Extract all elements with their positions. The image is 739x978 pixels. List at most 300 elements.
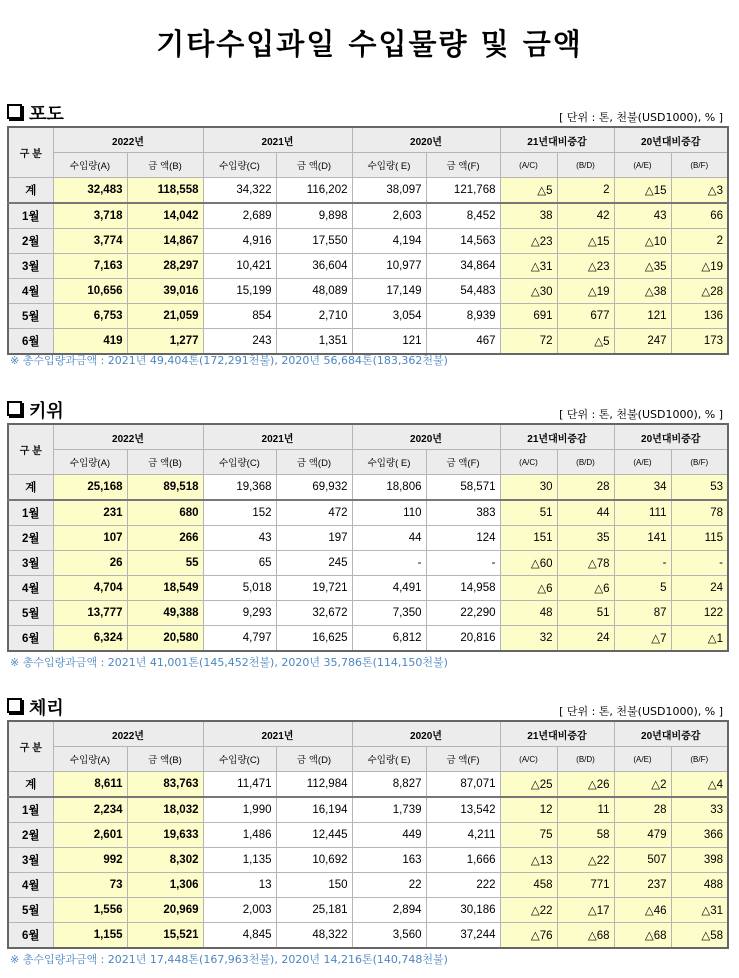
fruit-section bbox=[7, 694, 727, 949]
table-cell: 3,560 bbox=[352, 923, 426, 949]
table-cell: 3,718 bbox=[53, 203, 127, 229]
total-note: ※ 총수입량과금액 : 2021년 49,404톤(172,291천불), 2020년 56,684톤(183,362천불) bbox=[10, 354, 448, 367]
table-cell: 677 bbox=[557, 304, 614, 329]
table-cell: 7,350 bbox=[352, 601, 426, 626]
table-cell: 48,089 bbox=[276, 279, 352, 304]
row-label: 3월 bbox=[8, 848, 53, 873]
row-label: 6월 bbox=[8, 329, 53, 355]
table-cell: 136 bbox=[671, 304, 728, 329]
table-cell: 5,018 bbox=[203, 576, 276, 601]
table-cell: △23 bbox=[557, 254, 614, 279]
row-label: 3월 bbox=[8, 254, 53, 279]
table-cell: 34 bbox=[614, 475, 671, 501]
row-label: 1월 bbox=[8, 203, 53, 229]
table-cell: 32 bbox=[500, 626, 557, 652]
table-cell: 75 bbox=[500, 823, 557, 848]
table-row bbox=[8, 304, 728, 329]
table-cell: 24 bbox=[557, 626, 614, 652]
category-header: 구 분 bbox=[8, 424, 53, 475]
diff-column-header: (B/F) bbox=[671, 153, 728, 178]
table-cell: 458 bbox=[500, 873, 557, 898]
table-cell: 34,322 bbox=[203, 178, 276, 204]
column-header: 금 액(B) bbox=[127, 153, 203, 178]
fruit-section bbox=[7, 100, 727, 355]
table-cell: △13 bbox=[500, 848, 557, 873]
table-cell: △25 bbox=[500, 772, 557, 798]
table-cell: 197 bbox=[276, 526, 352, 551]
table-cell: 18,549 bbox=[127, 576, 203, 601]
table-cell: △22 bbox=[500, 898, 557, 923]
table-cell: 3,774 bbox=[53, 229, 127, 254]
table-cell: 163 bbox=[352, 848, 426, 873]
table-cell: 4,211 bbox=[426, 823, 500, 848]
table-cell: 35 bbox=[557, 526, 614, 551]
table-cell: △35 bbox=[614, 254, 671, 279]
table-cell: 245 bbox=[276, 551, 352, 576]
table-cell: 3,054 bbox=[352, 304, 426, 329]
table-cell: 51 bbox=[557, 601, 614, 626]
table-cell: 4,491 bbox=[352, 576, 426, 601]
year-header: 2020년 bbox=[352, 127, 500, 153]
table-cell: 73 bbox=[53, 873, 127, 898]
column-header: 금 액(F) bbox=[426, 153, 500, 178]
table-cell: 8,827 bbox=[352, 772, 426, 798]
table-cell: 87 bbox=[614, 601, 671, 626]
year-header: 2021년 bbox=[203, 721, 352, 747]
diff21-header: 21년대비증감 bbox=[500, 127, 614, 153]
table-row bbox=[8, 551, 728, 576]
table-cell: 12 bbox=[500, 797, 557, 823]
table-cell: 150 bbox=[276, 873, 352, 898]
table-row bbox=[8, 500, 728, 526]
table-row bbox=[8, 229, 728, 254]
table-cell: 1,486 bbox=[203, 823, 276, 848]
table-cell: 2,234 bbox=[53, 797, 127, 823]
column-header: 수입량(C) bbox=[203, 153, 276, 178]
diff-column-header: (A/C) bbox=[500, 747, 557, 772]
table-cell: 49,388 bbox=[127, 601, 203, 626]
row-label: 5월 bbox=[8, 898, 53, 923]
table-cell: △4 bbox=[671, 772, 728, 798]
table-cell: 479 bbox=[614, 823, 671, 848]
total-row bbox=[8, 475, 728, 501]
diff-column-header: (A/E) bbox=[614, 747, 671, 772]
table-cell: 237 bbox=[614, 873, 671, 898]
checkbox-bullet-icon bbox=[7, 698, 22, 713]
row-label: 6월 bbox=[8, 626, 53, 652]
subheader-row bbox=[8, 153, 728, 178]
header-row bbox=[8, 424, 728, 450]
table-cell: 419 bbox=[53, 329, 127, 355]
table-cell: 25,168 bbox=[53, 475, 127, 501]
table-cell: 116,202 bbox=[276, 178, 352, 204]
row-label: 계 bbox=[8, 772, 53, 798]
table-cell: 24 bbox=[671, 576, 728, 601]
diff-column-header: (A/E) bbox=[614, 153, 671, 178]
column-header: 수입량(C) bbox=[203, 450, 276, 475]
column-header: 금 액(F) bbox=[426, 450, 500, 475]
section-name: 포도 bbox=[29, 104, 64, 125]
table-cell: 4,704 bbox=[53, 576, 127, 601]
column-header: 수입량( E) bbox=[352, 747, 426, 772]
table-cell: 4,797 bbox=[203, 626, 276, 652]
unit-label: [ 단위 : 톤, 천불(USD1000), % ] bbox=[559, 705, 723, 718]
table-cell: 152 bbox=[203, 500, 276, 526]
category-header: 구 분 bbox=[8, 127, 53, 178]
header-row bbox=[8, 721, 728, 747]
table-cell: 87,071 bbox=[426, 772, 500, 798]
table-cell: 36,604 bbox=[276, 254, 352, 279]
table-cell: △3 bbox=[671, 178, 728, 204]
table-cell: 58 bbox=[557, 823, 614, 848]
table-cell: 124 bbox=[426, 526, 500, 551]
table-row bbox=[8, 923, 728, 949]
table-row bbox=[8, 254, 728, 279]
table-cell: △28 bbox=[671, 279, 728, 304]
table-cell: 38 bbox=[500, 203, 557, 229]
table-cell: 2,601 bbox=[53, 823, 127, 848]
table-cell: 18,032 bbox=[127, 797, 203, 823]
section-name: 체리 bbox=[29, 698, 64, 719]
table-cell: 151 bbox=[500, 526, 557, 551]
table-cell: 398 bbox=[671, 848, 728, 873]
table-cell: 66 bbox=[671, 203, 728, 229]
table-cell: 173 bbox=[671, 329, 728, 355]
table-cell: 472 bbox=[276, 500, 352, 526]
table-cell: 10,421 bbox=[203, 254, 276, 279]
total-row bbox=[8, 772, 728, 798]
table-row bbox=[8, 823, 728, 848]
column-header: 금 액(F) bbox=[426, 747, 500, 772]
table-cell: 467 bbox=[426, 329, 500, 355]
table-cell: 992 bbox=[53, 848, 127, 873]
table-cell: 48 bbox=[500, 601, 557, 626]
table-cell: 6,812 bbox=[352, 626, 426, 652]
table-cell: △15 bbox=[614, 178, 671, 204]
year-header: 2022년 bbox=[53, 721, 203, 747]
table-cell: 78 bbox=[671, 500, 728, 526]
table-cell: 37,244 bbox=[426, 923, 500, 949]
table-cell: 22,290 bbox=[426, 601, 500, 626]
table-cell: 4,916 bbox=[203, 229, 276, 254]
table-cell: 121,768 bbox=[426, 178, 500, 204]
table-cell: 1,666 bbox=[426, 848, 500, 873]
table-cell: 19,633 bbox=[127, 823, 203, 848]
table-cell: 2,003 bbox=[203, 898, 276, 923]
table-cell: 32,672 bbox=[276, 601, 352, 626]
table-cell: △23 bbox=[500, 229, 557, 254]
column-header: 수입량(A) bbox=[53, 747, 127, 772]
table-cell: △7 bbox=[614, 626, 671, 652]
table-row bbox=[8, 898, 728, 923]
section-name: 키위 bbox=[29, 401, 64, 422]
table-cell: 449 bbox=[352, 823, 426, 848]
diff20-header: 20년대비증감 bbox=[614, 721, 728, 747]
table-cell: △19 bbox=[671, 254, 728, 279]
section-header bbox=[7, 397, 727, 423]
table-cell: 69,932 bbox=[276, 475, 352, 501]
table-cell: - bbox=[671, 551, 728, 576]
row-label: 1월 bbox=[8, 500, 53, 526]
header-row bbox=[8, 127, 728, 153]
diff-column-header: (B/D) bbox=[557, 153, 614, 178]
fruit-section bbox=[7, 397, 727, 652]
table-cell: 1,277 bbox=[127, 329, 203, 355]
table-cell: 38,097 bbox=[352, 178, 426, 204]
diff-column-header: (B/F) bbox=[671, 747, 728, 772]
page-title: 기타수입과일 수입물량 및 금액 bbox=[156, 27, 583, 61]
table-cell: 118,558 bbox=[127, 178, 203, 204]
column-header: 금 액(D) bbox=[276, 450, 352, 475]
table-cell: - bbox=[426, 551, 500, 576]
section-title bbox=[7, 397, 64, 423]
table-cell: 1,990 bbox=[203, 797, 276, 823]
table-cell: 222 bbox=[426, 873, 500, 898]
table-cell: 1,739 bbox=[352, 797, 426, 823]
table-cell: 7,163 bbox=[53, 254, 127, 279]
total-note: ※ 총수입량과금액 : 2021년 17,448톤(167,963천불), 2020년 14,216톤(140,748천불) bbox=[10, 953, 448, 966]
table-cell: 2 bbox=[671, 229, 728, 254]
table-cell: 9,293 bbox=[203, 601, 276, 626]
table-cell: 691 bbox=[500, 304, 557, 329]
table-cell: 55 bbox=[127, 551, 203, 576]
diff-column-header: (B/D) bbox=[557, 747, 614, 772]
table-cell: △38 bbox=[614, 279, 671, 304]
table-cell: 12,445 bbox=[276, 823, 352, 848]
diff21-header: 21년대비증감 bbox=[500, 424, 614, 450]
table-cell: 231 bbox=[53, 500, 127, 526]
table-cell: 680 bbox=[127, 500, 203, 526]
table-cell: 42 bbox=[557, 203, 614, 229]
table-cell: 11 bbox=[557, 797, 614, 823]
row-label: 4월 bbox=[8, 873, 53, 898]
table-cell: 9,898 bbox=[276, 203, 352, 229]
import-table bbox=[7, 720, 729, 949]
diff-column-header: (A/C) bbox=[500, 153, 557, 178]
table-cell: △5 bbox=[557, 329, 614, 355]
table-cell: △68 bbox=[614, 923, 671, 949]
table-cell: 58,571 bbox=[426, 475, 500, 501]
year-header: 2021년 bbox=[203, 127, 352, 153]
table-cell: 141 bbox=[614, 526, 671, 551]
table-cell: 20,580 bbox=[127, 626, 203, 652]
table-cell: △58 bbox=[671, 923, 728, 949]
table-cell: 107 bbox=[53, 526, 127, 551]
table-cell: 383 bbox=[426, 500, 500, 526]
column-header: 금 액(B) bbox=[127, 450, 203, 475]
section-title bbox=[7, 694, 64, 720]
column-header: 수입량( E) bbox=[352, 450, 426, 475]
table-cell: △76 bbox=[500, 923, 557, 949]
total-row bbox=[8, 178, 728, 204]
table-cell: 112,984 bbox=[276, 772, 352, 798]
table-cell: 771 bbox=[557, 873, 614, 898]
table-cell: △31 bbox=[500, 254, 557, 279]
row-label: 5월 bbox=[8, 601, 53, 626]
checkbox-bullet-icon bbox=[7, 104, 22, 119]
table-cell: 34,864 bbox=[426, 254, 500, 279]
column-header: 금 액(B) bbox=[127, 747, 203, 772]
table-cell: 19,721 bbox=[276, 576, 352, 601]
table-cell: 16,625 bbox=[276, 626, 352, 652]
table-cell: 17,550 bbox=[276, 229, 352, 254]
table-cell: 13,777 bbox=[53, 601, 127, 626]
table-cell: 18,806 bbox=[352, 475, 426, 501]
table-cell: 2 bbox=[557, 178, 614, 204]
table-cell: 10,977 bbox=[352, 254, 426, 279]
table-cell: 25,181 bbox=[276, 898, 352, 923]
table-cell: 6,753 bbox=[53, 304, 127, 329]
table-cell: 8,452 bbox=[426, 203, 500, 229]
table-cell: △5 bbox=[500, 178, 557, 204]
table-cell: 30,186 bbox=[426, 898, 500, 923]
table-cell: 13,542 bbox=[426, 797, 500, 823]
table-cell: 266 bbox=[127, 526, 203, 551]
table-cell: 5 bbox=[614, 576, 671, 601]
table-row bbox=[8, 203, 728, 229]
year-header: 2022년 bbox=[53, 127, 203, 153]
table-cell: 11,471 bbox=[203, 772, 276, 798]
diff-column-header: (B/D) bbox=[557, 450, 614, 475]
table-cell: 33 bbox=[671, 797, 728, 823]
column-header: 수입량(C) bbox=[203, 747, 276, 772]
section-header bbox=[7, 100, 727, 126]
column-header: 수입량(A) bbox=[53, 450, 127, 475]
table-cell: 43 bbox=[203, 526, 276, 551]
table-cell: 32,483 bbox=[53, 178, 127, 204]
table-cell: 854 bbox=[203, 304, 276, 329]
table-cell: 44 bbox=[352, 526, 426, 551]
row-label: 2월 bbox=[8, 823, 53, 848]
table-cell: 8,939 bbox=[426, 304, 500, 329]
table-cell: 10,692 bbox=[276, 848, 352, 873]
table-cell: △15 bbox=[557, 229, 614, 254]
table-cell: 8,302 bbox=[127, 848, 203, 873]
row-label: 2월 bbox=[8, 229, 53, 254]
table-cell: 20,969 bbox=[127, 898, 203, 923]
subheader-row bbox=[8, 747, 728, 772]
table-cell: 83,763 bbox=[127, 772, 203, 798]
table-cell: 44 bbox=[557, 500, 614, 526]
table-cell: 10,656 bbox=[53, 279, 127, 304]
table-row bbox=[8, 601, 728, 626]
total-note: ※ 총수입량과금액 : 2021년 41,001톤(145,452천불), 2020년 35,786톤(114,150천불) bbox=[10, 656, 448, 669]
table-cell: 16,194 bbox=[276, 797, 352, 823]
checkbox-bullet-icon bbox=[7, 401, 22, 416]
section-header bbox=[7, 694, 727, 720]
table-cell: 89,518 bbox=[127, 475, 203, 501]
table-cell: 65 bbox=[203, 551, 276, 576]
table-cell: 39,016 bbox=[127, 279, 203, 304]
diff20-header: 20년대비증감 bbox=[614, 127, 728, 153]
table-cell: 1,556 bbox=[53, 898, 127, 923]
table-cell: 14,867 bbox=[127, 229, 203, 254]
table-row bbox=[8, 797, 728, 823]
table-cell: △1 bbox=[671, 626, 728, 652]
table-cell: 15,199 bbox=[203, 279, 276, 304]
table-cell: △78 bbox=[557, 551, 614, 576]
row-label: 6월 bbox=[8, 923, 53, 949]
table-cell: 1,306 bbox=[127, 873, 203, 898]
section-title bbox=[7, 100, 64, 126]
table-row bbox=[8, 873, 728, 898]
table-cell: 243 bbox=[203, 329, 276, 355]
table-cell: 1,135 bbox=[203, 848, 276, 873]
table-cell: 1,351 bbox=[276, 329, 352, 355]
table-cell: △6 bbox=[500, 576, 557, 601]
table-cell: △19 bbox=[557, 279, 614, 304]
row-label: 2월 bbox=[8, 526, 53, 551]
table-cell: 4,194 bbox=[352, 229, 426, 254]
table-cell: 1,155 bbox=[53, 923, 127, 949]
row-label: 3월 bbox=[8, 551, 53, 576]
table-cell: 6,324 bbox=[53, 626, 127, 652]
diff21-header: 21년대비증감 bbox=[500, 721, 614, 747]
table-cell: 115 bbox=[671, 526, 728, 551]
table-cell: 488 bbox=[671, 873, 728, 898]
table-cell: 21,059 bbox=[127, 304, 203, 329]
import-table bbox=[7, 423, 729, 652]
table-cell: 43 bbox=[614, 203, 671, 229]
table-cell: 22 bbox=[352, 873, 426, 898]
row-label: 계 bbox=[8, 475, 53, 501]
table-cell: 14,563 bbox=[426, 229, 500, 254]
year-header: 2020년 bbox=[352, 721, 500, 747]
table-cell: △26 bbox=[557, 772, 614, 798]
column-header: 수입량(A) bbox=[53, 153, 127, 178]
table-cell: 48,322 bbox=[276, 923, 352, 949]
table-row bbox=[8, 526, 728, 551]
table-cell: - bbox=[352, 551, 426, 576]
table-cell: 2,689 bbox=[203, 203, 276, 229]
table-cell: △22 bbox=[557, 848, 614, 873]
table-cell: 507 bbox=[614, 848, 671, 873]
table-cell: 247 bbox=[614, 329, 671, 355]
year-header: 2021년 bbox=[203, 424, 352, 450]
column-header: 수입량( E) bbox=[352, 153, 426, 178]
table-cell: 122 bbox=[671, 601, 728, 626]
table-cell: 19,368 bbox=[203, 475, 276, 501]
import-table bbox=[7, 126, 729, 355]
row-label: 계 bbox=[8, 178, 53, 204]
table-cell: 51 bbox=[500, 500, 557, 526]
table-cell: 121 bbox=[614, 304, 671, 329]
column-header: 금 액(D) bbox=[276, 747, 352, 772]
table-cell: 28 bbox=[557, 475, 614, 501]
subheader-row bbox=[8, 450, 728, 475]
table-cell: △68 bbox=[557, 923, 614, 949]
diff-column-header: (B/F) bbox=[671, 450, 728, 475]
table-cell: 54,483 bbox=[426, 279, 500, 304]
table-cell: 72 bbox=[500, 329, 557, 355]
unit-label: [ 단위 : 톤, 천불(USD1000), % ] bbox=[559, 111, 723, 124]
table-cell: 2,710 bbox=[276, 304, 352, 329]
table-cell: 30 bbox=[500, 475, 557, 501]
row-label: 5월 bbox=[8, 304, 53, 329]
table-cell: △10 bbox=[614, 229, 671, 254]
table-row bbox=[8, 626, 728, 652]
diff-column-header: (A/C) bbox=[500, 450, 557, 475]
table-cell: 28,297 bbox=[127, 254, 203, 279]
table-cell: △6 bbox=[557, 576, 614, 601]
table-cell: △30 bbox=[500, 279, 557, 304]
table-cell: 110 bbox=[352, 500, 426, 526]
table-cell: 13 bbox=[203, 873, 276, 898]
year-header: 2020년 bbox=[352, 424, 500, 450]
column-header: 금 액(D) bbox=[276, 153, 352, 178]
table-cell: 8,611 bbox=[53, 772, 127, 798]
table-cell: 121 bbox=[352, 329, 426, 355]
